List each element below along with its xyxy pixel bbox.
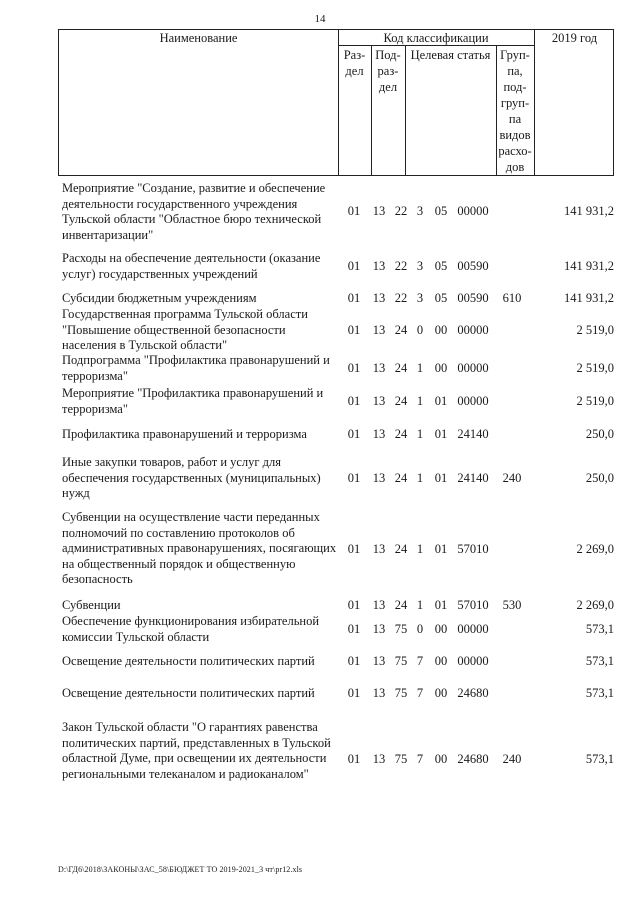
code-section: 01 (347, 622, 361, 636)
code-subsection: 13 (372, 654, 386, 668)
amount-2019: 2 519,0 (576, 361, 614, 375)
code-subsection: 13 (372, 598, 386, 612)
code-program: 75 (394, 622, 408, 636)
row-name: Освещение деятельности политических партий (62, 654, 315, 668)
amount-2019: 573,1 (585, 622, 614, 636)
code-event: 00 (434, 622, 448, 636)
code-direction: 24680 (457, 686, 489, 700)
code-event: 05 (434, 259, 448, 273)
code-program: 75 (394, 654, 408, 668)
code-direction: 00000 (457, 622, 489, 636)
code-program: 75 (394, 752, 408, 766)
code-event: 05 (434, 291, 448, 305)
row-name: Подпрограмма "Профилактика правонарушений и терроризма" (62, 353, 330, 383)
code-event: 01 (434, 542, 448, 556)
col-header-subsection: Под- раз- дел (375, 48, 401, 94)
col-header-expense-group: Груп- па, под- груп- па видов расхо- дов (498, 48, 532, 174)
code-program: 22 (394, 291, 408, 305)
row-name: Расходы на обеспечение деятельности (оказание услуг) государственных учреждений (62, 251, 321, 281)
row-name: Мероприятие "Создание, развитие и обеспечение деятельности государственного учреждения Тульской области "Областное бюро технической инвентаризации" (62, 181, 326, 242)
code-direction: 24140 (457, 471, 489, 485)
code-subprogram: 1 (416, 542, 424, 556)
col-header-name: Наименование (159, 31, 238, 45)
code-direction: 00590 (457, 291, 489, 305)
code-event: 00 (434, 686, 448, 700)
code-subsection: 13 (372, 259, 386, 273)
code-subsection: 13 (372, 752, 386, 766)
code-subprogram: 3 (416, 291, 424, 305)
code-section: 01 (347, 471, 361, 485)
table-header (58, 29, 614, 176)
code-direction: 00000 (457, 323, 489, 337)
amount-2019: 2 519,0 (576, 394, 614, 408)
code-program: 24 (394, 427, 408, 441)
page-number: 14 (314, 13, 326, 25)
code-direction: 57010 (457, 598, 489, 612)
code-subprogram: 7 (416, 752, 424, 766)
code-section: 01 (347, 394, 361, 408)
row-name: Субсидии бюджетным учреждениям (62, 291, 257, 305)
code-subprogram: 1 (416, 361, 424, 375)
col-header-target: Целевая статья (410, 48, 491, 62)
code-subsection: 13 (372, 291, 386, 305)
divider (338, 45, 534, 46)
code-program: 22 (394, 259, 408, 273)
code-program: 22 (394, 204, 408, 218)
code-program: 24 (394, 471, 408, 485)
amount-2019: 2 269,0 (576, 542, 614, 556)
code-subsection: 13 (372, 361, 386, 375)
amount-2019: 250,0 (585, 427, 614, 441)
col-header-classification: Код классификации (383, 31, 489, 45)
col-header-year: 2019 год (551, 31, 598, 45)
code-subsection: 13 (372, 427, 386, 441)
row-name: Закон Тульской области "О гарантиях равенства политических партий, представленных в Тульской областной Думе, при освещении их деятельности региональными телеканалом и радиоканалом" (62, 720, 331, 781)
code-event: 01 (434, 394, 448, 408)
row-name: Обеспечение функционирования избирательной комиссии Тульской области (62, 614, 320, 644)
code-subprogram: 0 (416, 323, 424, 337)
code-event: 00 (434, 323, 448, 337)
amount-2019: 141 931,2 (564, 204, 614, 218)
code-subsection: 13 (372, 622, 386, 636)
amount-2019: 573,1 (585, 752, 614, 766)
row-name: Мероприятие "Профилактика правонарушений и терроризма" (62, 386, 324, 416)
code-program: 24 (394, 323, 408, 337)
code-subprogram: 0 (416, 622, 424, 636)
code-subsection: 13 (372, 204, 386, 218)
code-program: 24 (394, 598, 408, 612)
code-program: 24 (394, 542, 408, 556)
code-subsection: 13 (372, 471, 386, 485)
code-event: 05 (434, 204, 448, 218)
code-direction: 00000 (457, 204, 489, 218)
code-expense-group: 530 (502, 598, 522, 612)
amount-2019: 2 269,0 (576, 598, 614, 612)
code-subprogram: 7 (416, 654, 424, 668)
code-event: 01 (434, 471, 448, 485)
code-event: 00 (434, 361, 448, 375)
code-subprogram: 1 (416, 427, 424, 441)
code-section: 01 (347, 323, 361, 337)
row-name: Субвенции на осуществление части переданных полномочий по составлению протоколов об административных правонарушениях, посягающих на общественный порядок и общественную безопасность (62, 510, 337, 586)
amount-2019: 2 519,0 (576, 323, 614, 337)
code-direction: 00000 (457, 361, 489, 375)
code-expense-group: 240 (502, 471, 522, 485)
code-section: 01 (347, 204, 361, 218)
code-subprogram: 1 (416, 598, 424, 612)
row-name: Субвенции (62, 598, 121, 612)
code-subprogram: 3 (416, 259, 424, 273)
row-name: Государственная программа Тульской области "Повышение общественной безопасности населения в Тульской области" (62, 307, 308, 352)
code-section: 01 (347, 361, 361, 375)
divider (534, 30, 535, 175)
amount-2019: 141 931,2 (564, 259, 614, 273)
code-expense-group: 610 (502, 291, 522, 305)
code-event: 00 (434, 654, 448, 668)
row-name: Иные закупки товаров, работ и услуг для обеспечения государственных (муниципальных) нужд (62, 455, 321, 500)
code-subsection: 13 (372, 542, 386, 556)
amount-2019: 250,0 (585, 471, 614, 485)
code-subprogram: 7 (416, 686, 424, 700)
code-direction: 24140 (457, 427, 489, 441)
code-subsection: 13 (372, 686, 386, 700)
col-header-section: Раз- дел (343, 48, 366, 78)
code-section: 01 (347, 686, 361, 700)
code-section: 01 (347, 259, 361, 273)
code-program: 24 (394, 361, 408, 375)
divider (405, 45, 406, 175)
code-section: 01 (347, 654, 361, 668)
amount-2019: 573,1 (585, 654, 614, 668)
code-program: 24 (394, 394, 408, 408)
row-name: Освещение деятельности политических партий (62, 686, 315, 700)
code-program: 75 (394, 686, 408, 700)
amount-2019: 141 931,2 (564, 291, 614, 305)
code-direction: 00000 (457, 654, 489, 668)
code-direction: 57010 (457, 542, 489, 556)
amount-2019: 573,1 (585, 686, 614, 700)
code-direction: 00590 (457, 259, 489, 273)
code-subprogram: 1 (416, 471, 424, 485)
code-subsection: 13 (372, 394, 386, 408)
code-section: 01 (347, 427, 361, 441)
code-expense-group: 240 (502, 752, 522, 766)
code-direction: 00000 (457, 394, 489, 408)
code-section: 01 (347, 291, 361, 305)
code-event: 00 (434, 752, 448, 766)
row-name: Профилактика правонарушений и терроризма (62, 427, 307, 441)
code-section: 01 (347, 542, 361, 556)
code-subprogram: 1 (416, 394, 424, 408)
code-event: 01 (434, 598, 448, 612)
code-section: 01 (347, 752, 361, 766)
code-direction: 24680 (457, 752, 489, 766)
code-subprogram: 3 (416, 204, 424, 218)
code-section: 01 (347, 598, 361, 612)
file-path-footer: D:\ГД6\2018\ЗАКОНЫ\ЗАС_58\БЮДЖЕТ ТО 2019-2021_3 чт\pr12.xls (58, 865, 303, 874)
code-event: 01 (434, 427, 448, 441)
code-subsection: 13 (372, 323, 386, 337)
